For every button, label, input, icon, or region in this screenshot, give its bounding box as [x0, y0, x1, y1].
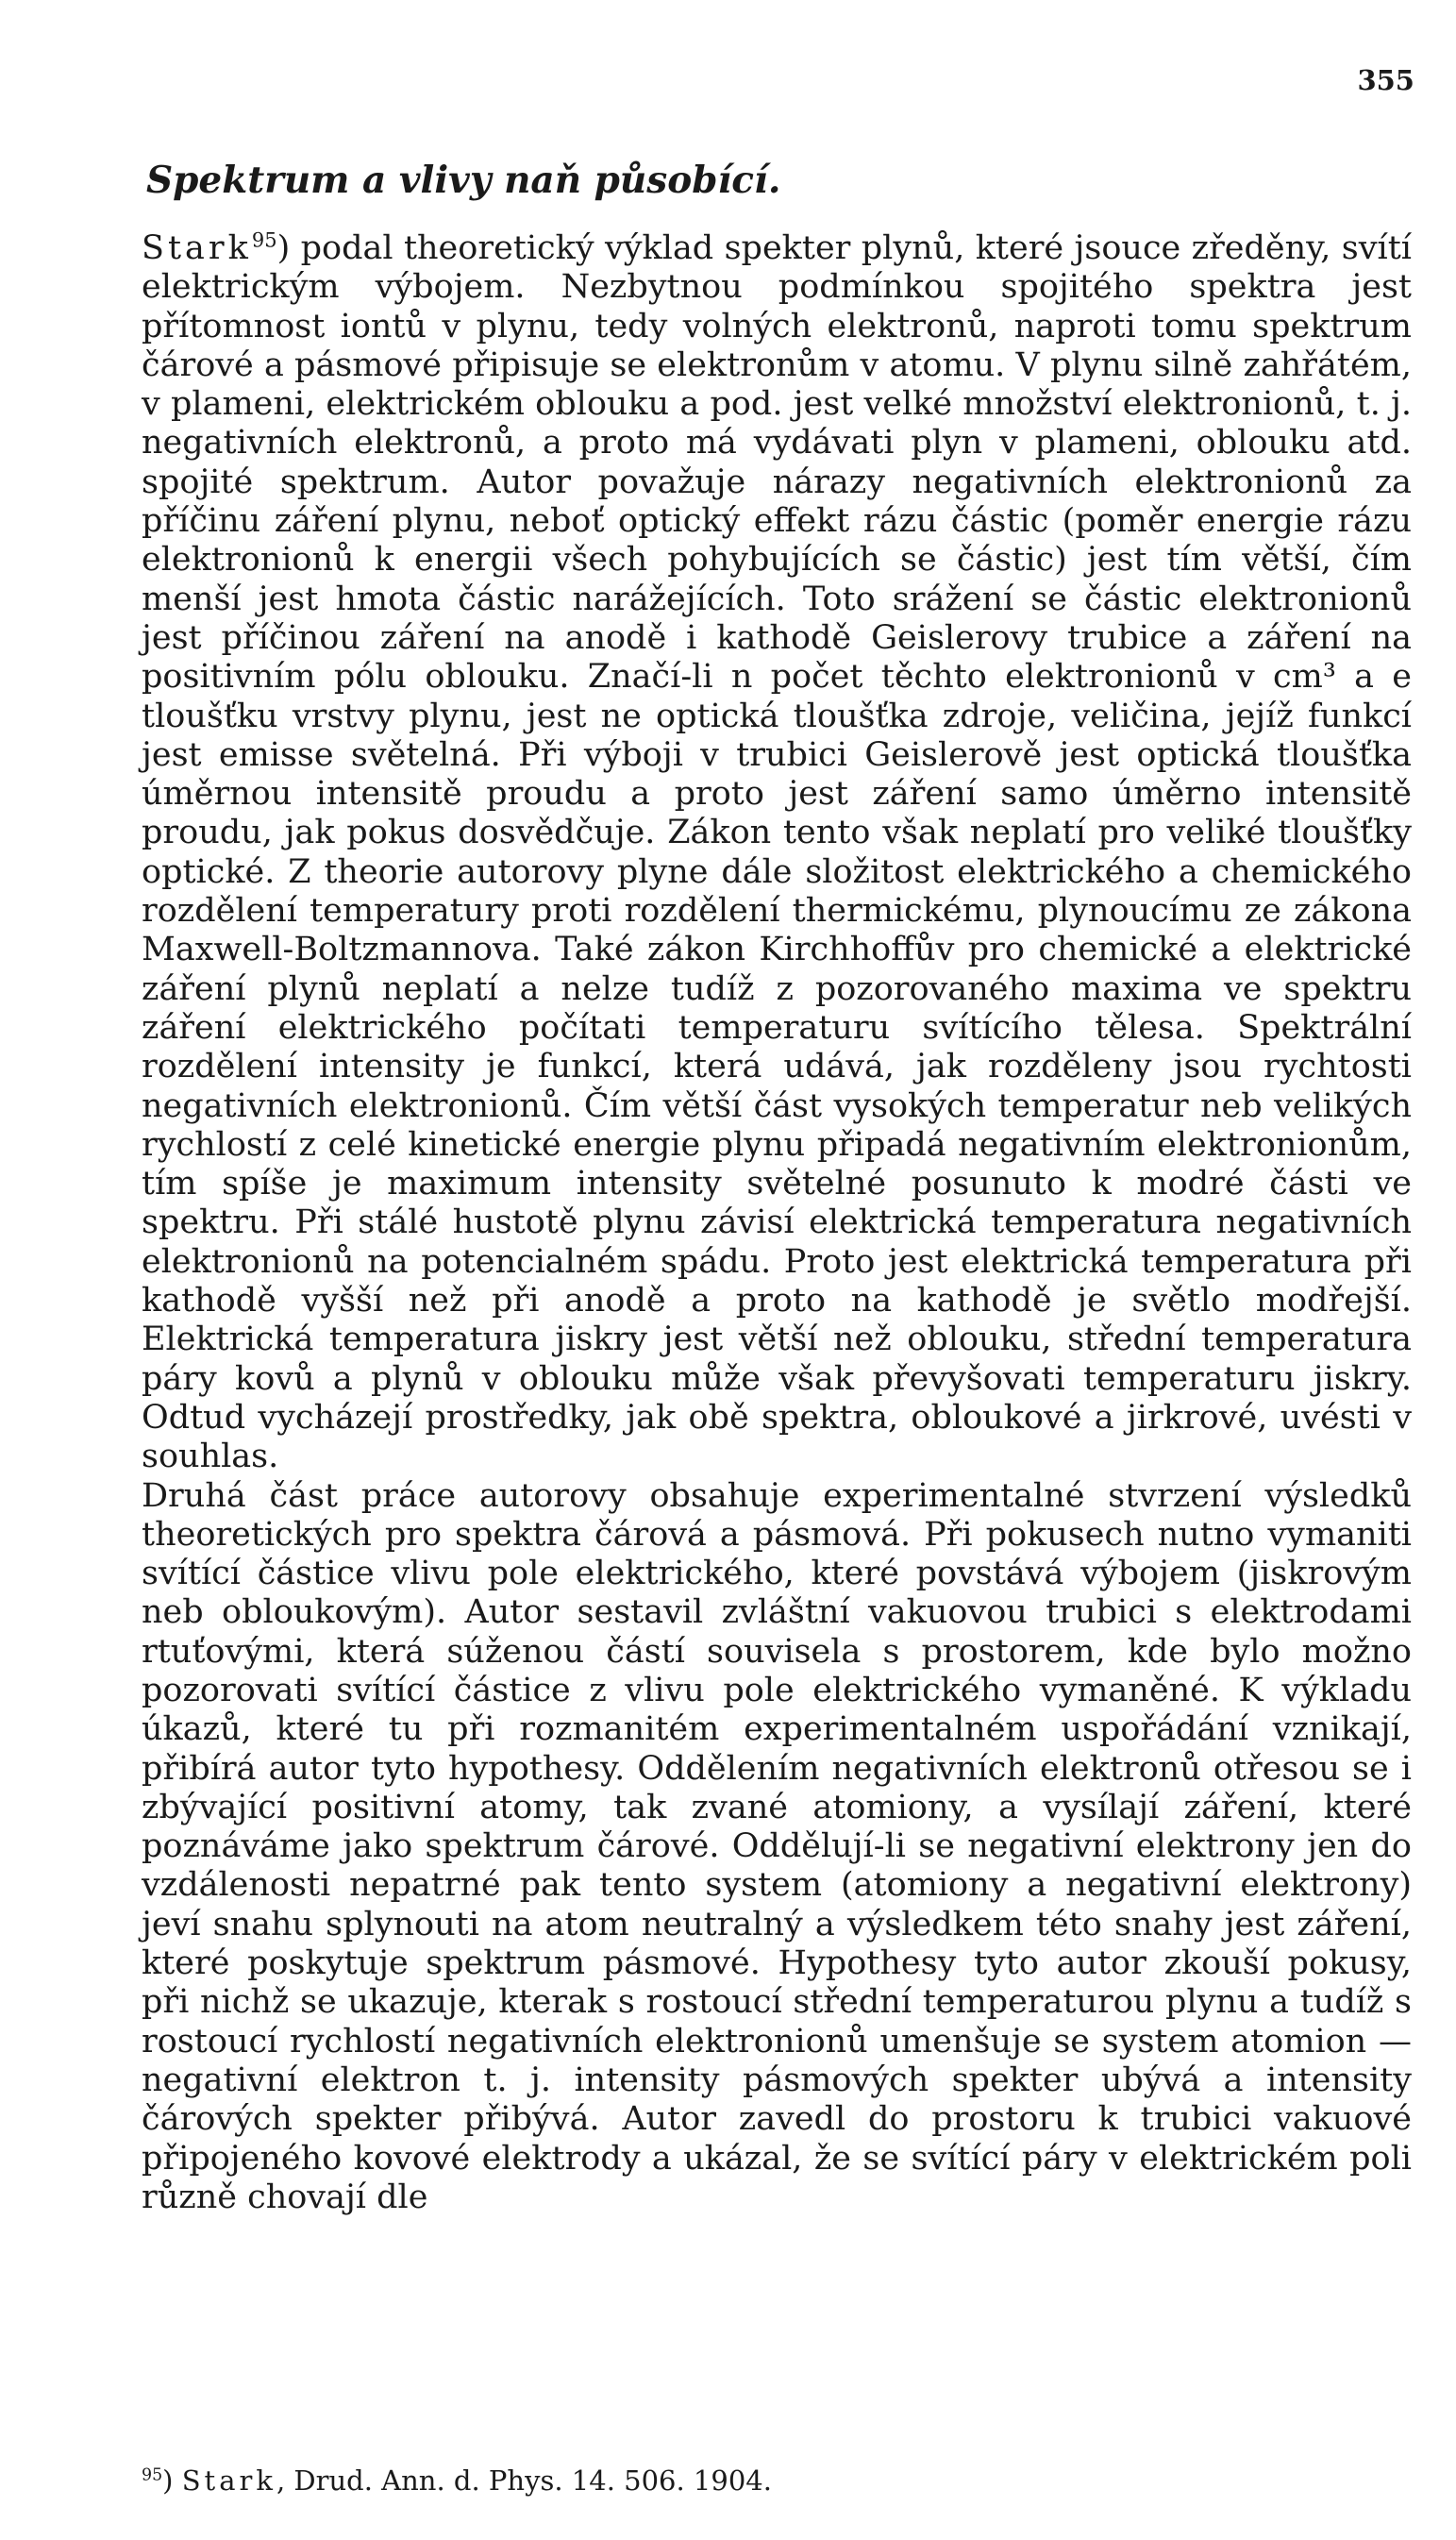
footnote: $^{95}$) Stark, Drud. Ann. d. Phys. 14. 506. 1904.	[142, 2464, 772, 2497]
section-heading: Spektrum a vlivy naň působící.	[146, 159, 781, 202]
paragraph-text: ) podal theoretický výklad spekter plynů, které jsouce zředěny, svítí elektrickým výbojem. Nezbytnou podmínkou spojitého spektra jest přítomnost iontů v plynu, tedy volných elektronů, naproti tomu spektrum čárové a pásmové připisuje se elektronům v atomu. V plynu silně zahřátém, v plameni, elektrickém oblouku a pod. jest velké množství elektronionů, t. j. negativních elektronů, a proto má vydávati plyn v plameni, oblouku atd. spojité spektrum. Autor považuje nárazy negativních elektronionů za příčinu záření plynu, neboť optický effekt rázu částic (poměr energie rázu elektronionů k energii všech pohybujících se částic) jest tím větší, čím menší jest hmota částic narážejících. Toto srážení se částic elektronionů jest příčinou záření na anodě i kathodě Geislerovy trubice a záření na positivním pólu oblouku. Značí-li n počet těchto elektronionů v cm³ a e tloušťku vrstvy plynu, jest ne optická tloušťka zdroje, veličina, jejíž funkcí jest emisse světelná. Při výboji v trubici Geislerově jest optická tloušťka úměrnou intensitě proudu a proto jest záření samo úměrno intensitě proudu, jak pokus dosvědčuje. Zákon tento však neplatí pro veliké tloušťky optické. Z theorie autorovy plyne dále složitost elektrického a chemického rozdělení temperatury proti rozdělení thermickému, plynoucímu ze zákona Maxwell-Boltzmannova. Také zákon Kirchhoffův pro chemické a elektrické záření plynů neplatí a nelze tudíž z pozorovaného maxima ve spektru záření elektrického počítati temperaturu svítícího tělesa. Spektrální rozdělení intensity je funkcí, která udává, jak rozděleny jsou rychtosti negativních elektronionů. Čím větší část vysokých temperatur neb velikých rychlostí z celé kinetické energie plynu připadá negativním elektronionům, tím spíše je maximum intensity světelné posunuto k modré části ve spektru. Při stálé hustotě plynu závisí elektrická temperatura negativních elektronionů na potencialném spádu. Proto jest elektrická temperatura při kathodě vyšší než při anodě a proto na kathodě je světlo modřejší. Elektrická temperatura jiskry jest větší než oblouku, střední temperatura páry kovů a plynů v oblouku může však převyšovati temperaturu jiskry. Odtud vycházejí prostředky, jak obě spektra, obloukové a jirkrové, uvésti v souhlas.	[142, 229, 1412, 1476]
paragraph-text: Druhá část práce autorovy obsahuje experimentalné stvrzení výsledků theoretických pro spektra čárová a pásmová. Při pokusech nutno vymaniti svítící částice vlivu pole elektrického, které povstává výbojem (jiskrovým neb obloukovým). Autor sestavil zvláštní vakuovou trubici s elektrodami rtuťovými, která súženou částí souvisela s prostorem, kde bylo možno pozorovati svítící částice z vlivu pole elektrického vymaněné. K výkladu úkazů, které tu při rozmanitém experimentalném uspořádání vznikají, přibírá autor tyto hypothesy. Oddělením negativních elektronů otřesou se i zbývající positivní atomy, tak zvané atomiony, a vysílají záření, které poznáváme jako spektrum čárové. Oddělují-li se negativní elektrony jen do vzdálenosti nepatrné pak tento system (atomiony a negativní elektrony) jeví snahu splynouti na atom neutralný a výsledkem této snahy jest záření, které poskytuje spektrum pásmové. Hypothesy tyto autor zkouší pokusy, při nichž se ukazuje, kterak s rostoucí střední temperaturou plynu a tudíž s rostoucí rychlostí negativních elektronionů umenšuje se system atomion — negativní elektron t. j. intensity pásmových spekter ubývá a intensity čárových spekter přibývá. Autor zavedl do prostoru k trubici vakuové připojeného kovové elektrody a ukázal, že se svítící páry v elektrickém poli různě chovají dle	[142, 1476, 1412, 2216]
paragraph	[142, 1477, 1412, 2218]
author-name: Stark	[142, 229, 252, 267]
footnote-text: , Drud. Ann. d. Phys. 14. 506. 1904.	[276, 2464, 772, 2497]
body-text	[142, 229, 1412, 2217]
footnote-ref: 95	[142, 2465, 163, 2485]
paragraph	[142, 229, 1412, 1477]
footnote-ref: 95	[251, 228, 277, 252]
footnote-author: Stark	[181, 2464, 276, 2497]
page-number: 355	[1357, 64, 1414, 96]
